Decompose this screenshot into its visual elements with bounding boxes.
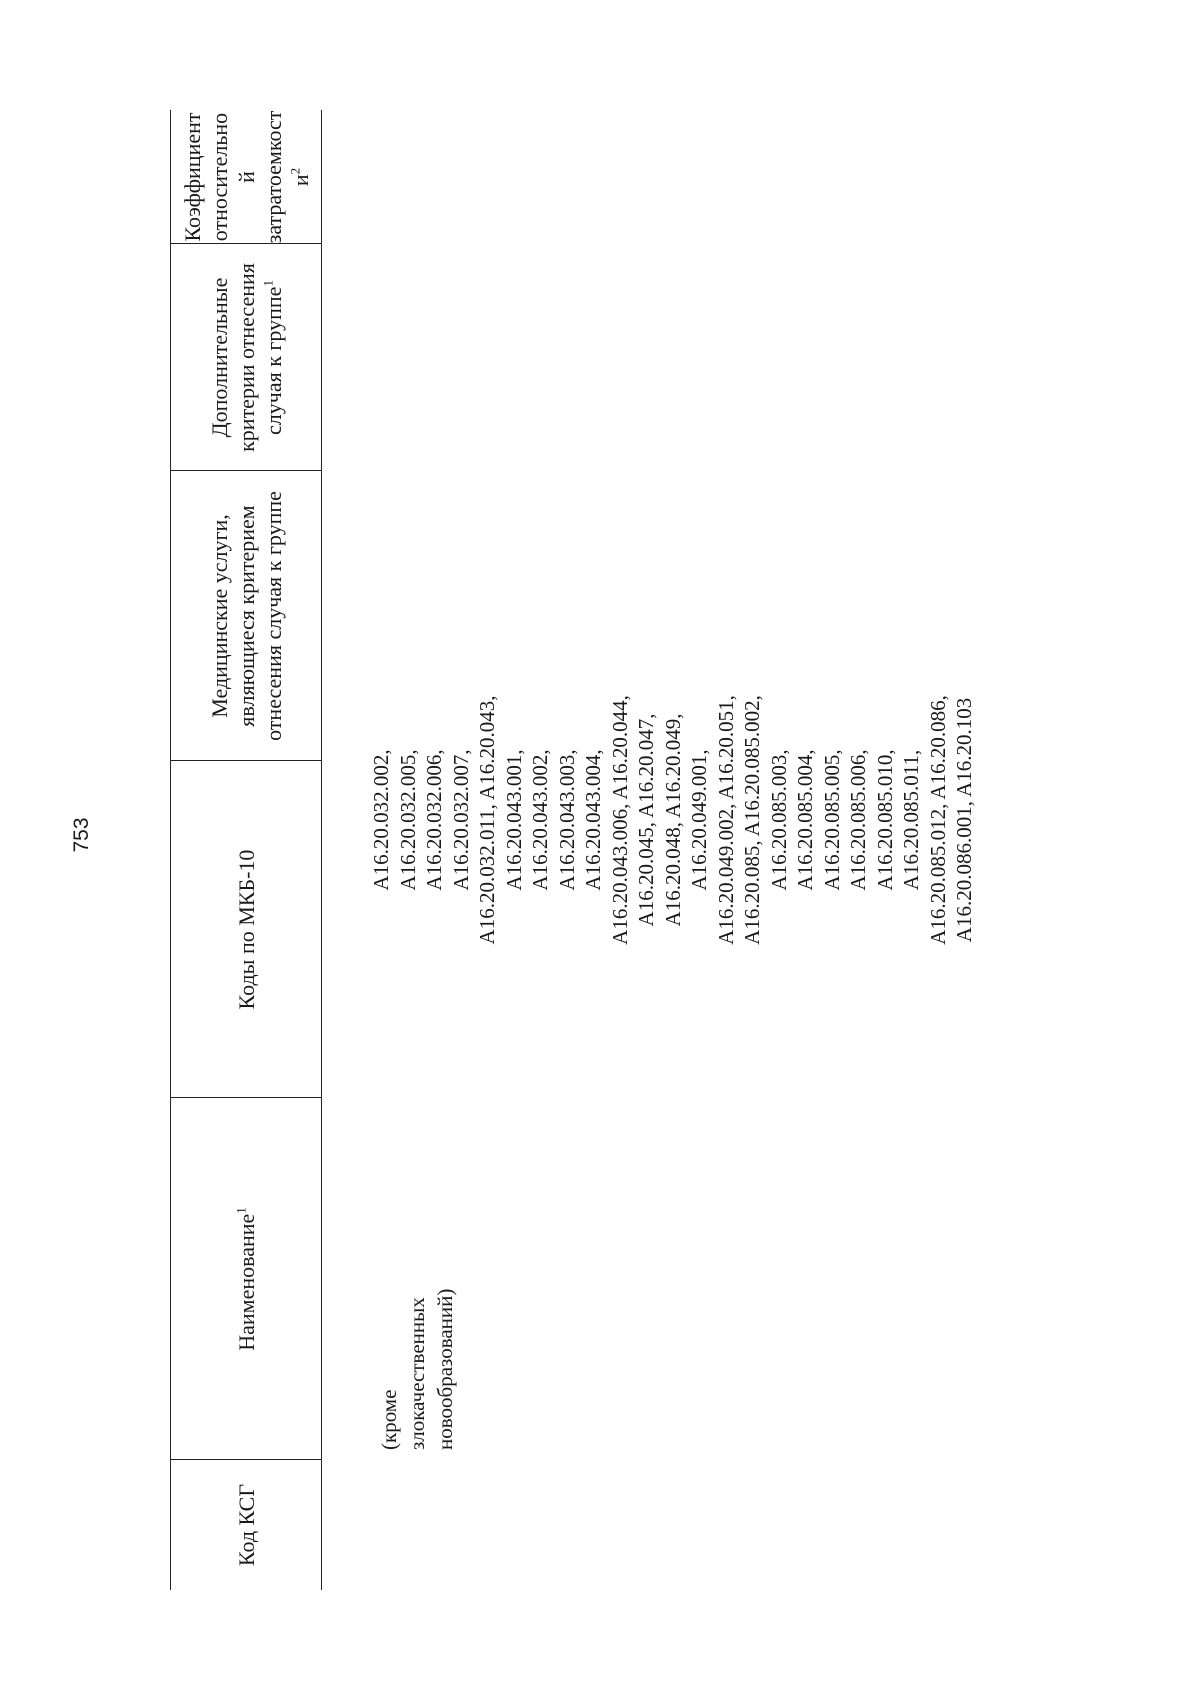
header-coefficient-text: Коэффициент относительно й затратоемкост $и^2$ bbox=[179, 110, 313, 244]
service-code-line: A16.20.085, A16.20.085.002, bbox=[740, 695, 764, 945]
footnote-mark: 2 bbox=[287, 167, 303, 175]
header-services-text: Медицинские услуги, являющиеся критерием отнесения случая к группе bbox=[206, 491, 286, 741]
service-code-line: A16.20.045, A16.20.047, bbox=[634, 713, 658, 927]
page-number: 753 bbox=[70, 817, 93, 853]
service-code-line: A16.20.085.012, A16.20.086, bbox=[925, 695, 950, 945]
header-name bbox=[171, 1097, 321, 1460]
service-code-line: A16.20.032.002, bbox=[369, 749, 393, 891]
service-code-line: A16.20.032.011, A16.20.043, bbox=[475, 695, 499, 945]
header-icd10-text: Коды по МКБ-10 bbox=[233, 849, 259, 1010]
header-services bbox=[171, 470, 321, 761]
footnote-mark: 1 bbox=[260, 280, 276, 287]
header-code-ksg bbox=[171, 1459, 321, 1590]
service-code-line: A16.20.043.003, bbox=[554, 749, 579, 891]
header-extra-criteria bbox=[171, 243, 321, 471]
header-icd10 bbox=[171, 760, 321, 1098]
service-code-line: A16.20.085.010, bbox=[872, 749, 897, 891]
service-code-line: A16.20.086.001, A16.20.103 bbox=[952, 697, 976, 943]
service-code-line: A16.20.049.002, A16.20.051, bbox=[713, 695, 738, 945]
name-continuation: (кроме злокачественных новообразований) bbox=[377, 1288, 457, 1450]
service-code-line: A16.20.085.005, bbox=[819, 749, 844, 891]
header-code-ksg-text: Код КСГ bbox=[233, 1483, 259, 1567]
footnote-mark: 1 bbox=[233, 1207, 249, 1214]
service-code-line: A16.20.085.011, bbox=[899, 749, 923, 891]
service-code-line: A16.20.032.006, bbox=[422, 749, 446, 891]
service-code-line: A16.20.032.005, bbox=[395, 749, 420, 891]
service-code-line: A16.20.085.004, bbox=[793, 749, 817, 891]
service-code-line: A16.20.032.007, bbox=[448, 749, 473, 891]
service-code-line: A16.20.043.004, bbox=[581, 749, 605, 891]
table-header bbox=[170, 110, 322, 1590]
service-code-line: A16.20.085.006, bbox=[846, 749, 870, 891]
header-extra-criteria-text: Дополнительные критерии отнесения случая к группе$^1$ bbox=[206, 263, 286, 452]
service-code-line: A16.20.085.003, bbox=[766, 749, 791, 891]
rotated-table bbox=[170, 110, 1070, 1590]
service-code-line: A16.20.043.002, bbox=[528, 749, 552, 891]
service-code-line: A16.20.049.001, bbox=[687, 749, 711, 891]
service-code-line: A16.20.048, A16.20.049, bbox=[660, 713, 685, 927]
header-coefficient bbox=[171, 110, 321, 244]
service-code-line: A16.20.043.001, bbox=[501, 749, 526, 891]
header-name-text: Наименование$^1$ bbox=[233, 1207, 259, 1351]
service-code-line: A16.20.043.006, A16.20.044, bbox=[607, 695, 632, 945]
